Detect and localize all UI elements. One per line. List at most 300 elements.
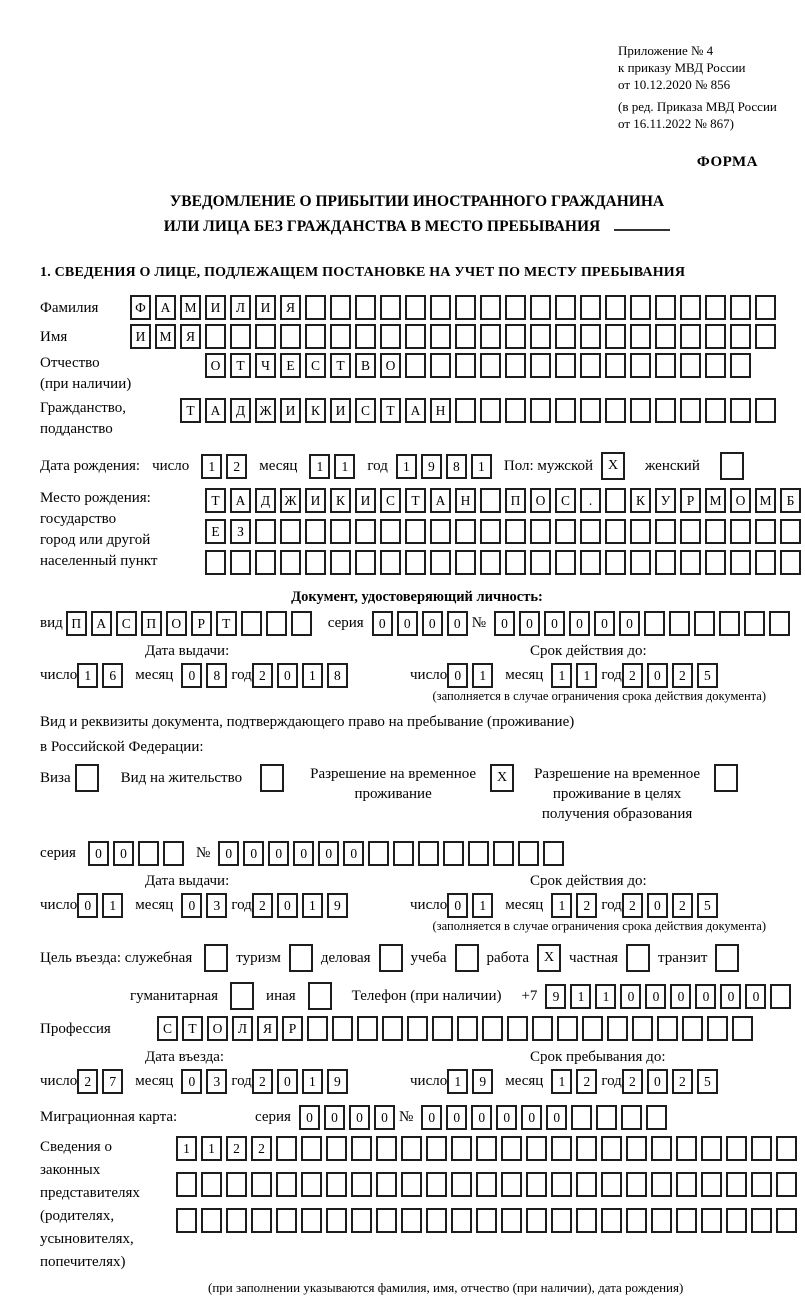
form-cell[interactable]: А xyxy=(91,611,112,636)
form-cell[interactable]: 1 xyxy=(334,454,355,479)
form-cell[interactable]: 0 xyxy=(647,1069,668,1094)
form-cell[interactable] xyxy=(443,841,464,866)
form-cell[interactable]: С xyxy=(555,488,576,513)
form-cell[interactable] xyxy=(276,1208,297,1233)
form-cell[interactable] xyxy=(646,1105,667,1130)
form-cell[interactable] xyxy=(505,398,526,423)
form-cell[interactable]: 1 xyxy=(77,663,98,688)
form-cell[interactable] xyxy=(380,550,401,575)
form-cell[interactable]: 2 xyxy=(226,1136,247,1161)
form-cell[interactable] xyxy=(744,611,765,636)
form-cell[interactable] xyxy=(551,1136,572,1161)
form-cell[interactable]: Т xyxy=(230,353,251,378)
form-cell[interactable] xyxy=(532,1016,553,1041)
form-cell[interactable]: 0 xyxy=(277,893,298,918)
form-cell[interactable] xyxy=(330,550,351,575)
form-cell[interactable]: К xyxy=(330,488,351,513)
form-cell[interactable] xyxy=(621,1105,642,1130)
form-cell[interactable]: И xyxy=(280,398,301,423)
form-cell[interactable] xyxy=(230,324,251,349)
form-cell[interactable] xyxy=(251,1172,272,1197)
official-checkbox[interactable] xyxy=(204,944,228,972)
form-cell[interactable] xyxy=(551,1208,572,1233)
form-cell[interactable]: И xyxy=(255,295,276,320)
form-cell[interactable] xyxy=(241,611,262,636)
form-cell[interactable]: О xyxy=(205,353,226,378)
form-cell[interactable] xyxy=(705,295,726,320)
form-cell[interactable] xyxy=(705,353,726,378)
form-cell[interactable] xyxy=(176,1208,197,1233)
form-cell[interactable] xyxy=(730,295,751,320)
form-cell[interactable] xyxy=(551,1172,572,1197)
form-cell[interactable] xyxy=(226,1208,247,1233)
form-cell[interactable] xyxy=(480,295,501,320)
form-cell[interactable] xyxy=(138,841,159,866)
form-cell[interactable] xyxy=(480,550,501,575)
form-cell[interactable] xyxy=(480,488,501,513)
form-cell[interactable]: 0 xyxy=(422,611,443,636)
form-cell[interactable] xyxy=(251,1208,272,1233)
form-cell[interactable] xyxy=(707,1016,728,1041)
form-cell[interactable]: 2 xyxy=(622,1069,643,1094)
form-cell[interactable] xyxy=(751,1172,772,1197)
form-cell[interactable] xyxy=(755,295,776,320)
form-cell[interactable] xyxy=(482,1016,503,1041)
form-cell[interactable]: 2 xyxy=(672,663,693,688)
form-cell[interactable] xyxy=(626,1136,647,1161)
form-cell[interactable]: 0 xyxy=(471,1105,492,1130)
form-cell[interactable] xyxy=(630,353,651,378)
form-cell[interactable] xyxy=(305,519,326,544)
form-cell[interactable] xyxy=(455,324,476,349)
form-cell[interactable]: 0 xyxy=(181,893,202,918)
form-cell[interactable] xyxy=(576,1172,597,1197)
form-cell[interactable]: 0 xyxy=(343,841,364,866)
female-checkbox[interactable] xyxy=(720,452,744,480)
form-cell[interactable]: Т xyxy=(205,488,226,513)
form-cell[interactable]: 0 xyxy=(181,663,202,688)
form-cell[interactable] xyxy=(301,1172,322,1197)
form-cell[interactable] xyxy=(451,1172,472,1197)
form-cell[interactable] xyxy=(780,550,801,575)
form-cell[interactable] xyxy=(380,324,401,349)
form-cell[interactable]: М xyxy=(180,295,201,320)
form-cell[interactable] xyxy=(530,550,551,575)
form-cell[interactable] xyxy=(326,1172,347,1197)
form-cell[interactable] xyxy=(505,324,526,349)
form-cell[interactable] xyxy=(276,1172,297,1197)
form-cell[interactable] xyxy=(280,519,301,544)
form-cell[interactable]: С xyxy=(380,488,401,513)
form-cell[interactable] xyxy=(726,1208,747,1233)
form-cell[interactable] xyxy=(755,519,776,544)
form-cell[interactable] xyxy=(751,1136,772,1161)
form-cell[interactable]: Р xyxy=(191,611,212,636)
form-cell[interactable]: 6 xyxy=(102,663,123,688)
form-cell[interactable]: 1 xyxy=(471,454,492,479)
form-cell[interactable]: 1 xyxy=(576,663,597,688)
form-cell[interactable]: Ж xyxy=(255,398,276,423)
form-cell[interactable] xyxy=(530,353,551,378)
form-cell[interactable] xyxy=(655,550,676,575)
form-cell[interactable]: Л xyxy=(230,295,251,320)
form-cell[interactable]: И xyxy=(205,295,226,320)
form-cell[interactable] xyxy=(480,353,501,378)
form-cell[interactable]: Ф xyxy=(130,295,151,320)
form-cell[interactable]: 0 xyxy=(324,1105,345,1130)
form-cell[interactable] xyxy=(201,1208,222,1233)
form-cell[interactable] xyxy=(630,550,651,575)
form-cell[interactable]: 0 xyxy=(670,984,691,1009)
form-cell[interactable]: 5 xyxy=(697,1069,718,1094)
form-cell[interactable] xyxy=(655,353,676,378)
form-cell[interactable] xyxy=(769,611,790,636)
form-cell[interactable]: 3 xyxy=(206,1069,227,1094)
form-cell[interactable] xyxy=(680,550,701,575)
form-cell[interactable]: У xyxy=(655,488,676,513)
form-cell[interactable] xyxy=(651,1208,672,1233)
form-cell[interactable]: 9 xyxy=(545,984,566,1009)
form-cell[interactable] xyxy=(305,550,326,575)
form-cell[interactable] xyxy=(230,550,251,575)
form-cell[interactable] xyxy=(430,324,451,349)
form-cell[interactable] xyxy=(255,324,276,349)
form-cell[interactable]: Я xyxy=(280,295,301,320)
form-cell[interactable]: Н xyxy=(455,488,476,513)
form-cell[interactable]: 0 xyxy=(447,893,468,918)
form-cell[interactable]: 2 xyxy=(252,663,273,688)
form-cell[interactable]: Т xyxy=(180,398,201,423)
form-cell[interactable] xyxy=(601,1136,622,1161)
form-cell[interactable]: О xyxy=(530,488,551,513)
form-cell[interactable] xyxy=(582,1016,603,1041)
form-cell[interactable]: Н xyxy=(430,398,451,423)
form-cell[interactable] xyxy=(770,984,791,1009)
form-cell[interactable] xyxy=(205,550,226,575)
form-cell[interactable]: Я xyxy=(257,1016,278,1041)
form-cell[interactable] xyxy=(455,398,476,423)
form-cell[interactable] xyxy=(555,295,576,320)
form-cell[interactable] xyxy=(501,1136,522,1161)
form-cell[interactable] xyxy=(330,295,351,320)
form-cell[interactable] xyxy=(505,519,526,544)
form-cell[interactable]: 2 xyxy=(576,893,597,918)
form-cell[interactable] xyxy=(418,841,439,866)
form-cell[interactable] xyxy=(351,1208,372,1233)
form-cell[interactable]: О xyxy=(166,611,187,636)
form-cell[interactable] xyxy=(601,1208,622,1233)
form-cell[interactable] xyxy=(626,1172,647,1197)
form-cell[interactable] xyxy=(526,1208,547,1233)
form-cell[interactable]: 0 xyxy=(113,841,134,866)
form-cell[interactable]: 2 xyxy=(252,893,273,918)
form-cell[interactable]: 1 xyxy=(302,663,323,688)
work-checkbox[interactable]: X xyxy=(537,944,561,972)
form-cell[interactable] xyxy=(376,1172,397,1197)
form-cell[interactable]: 0 xyxy=(519,611,540,636)
form-cell[interactable] xyxy=(476,1172,497,1197)
form-cell[interactable] xyxy=(755,324,776,349)
form-cell[interactable] xyxy=(401,1208,422,1233)
form-cell[interactable] xyxy=(730,398,751,423)
form-cell[interactable] xyxy=(307,1016,328,1041)
form-cell[interactable] xyxy=(432,1016,453,1041)
form-cell[interactable]: 0 xyxy=(268,841,289,866)
form-cell[interactable] xyxy=(430,519,451,544)
form-cell[interactable] xyxy=(380,295,401,320)
form-cell[interactable] xyxy=(705,398,726,423)
form-cell[interactable] xyxy=(530,295,551,320)
form-cell[interactable]: 1 xyxy=(201,1136,222,1161)
form-cell[interactable]: О xyxy=(380,353,401,378)
form-cell[interactable] xyxy=(355,295,376,320)
form-cell[interactable]: Д xyxy=(255,488,276,513)
form-cell[interactable]: К xyxy=(630,488,651,513)
form-cell[interactable] xyxy=(680,398,701,423)
form-cell[interactable]: Д xyxy=(230,398,251,423)
form-cell[interactable] xyxy=(493,841,514,866)
form-cell[interactable]: И xyxy=(305,488,326,513)
private-checkbox[interactable] xyxy=(626,944,650,972)
form-cell[interactable] xyxy=(405,353,426,378)
form-cell[interactable]: О xyxy=(207,1016,228,1041)
form-cell[interactable] xyxy=(505,550,526,575)
form-cell[interactable] xyxy=(580,353,601,378)
form-cell[interactable] xyxy=(730,353,751,378)
form-cell[interactable]: 8 xyxy=(446,454,467,479)
form-cell[interactable] xyxy=(430,550,451,575)
form-cell[interactable] xyxy=(776,1208,797,1233)
other-checkbox[interactable] xyxy=(308,982,332,1010)
form-cell[interactable]: 0 xyxy=(569,611,590,636)
visa-checkbox[interactable] xyxy=(75,764,99,792)
form-cell[interactable]: Т xyxy=(182,1016,203,1041)
form-cell[interactable]: 3 xyxy=(206,893,227,918)
form-cell[interactable] xyxy=(455,353,476,378)
form-cell[interactable] xyxy=(357,1016,378,1041)
form-cell[interactable]: 7 xyxy=(102,1069,123,1094)
form-cell[interactable]: 1 xyxy=(472,893,493,918)
form-cell[interactable] xyxy=(732,1016,753,1041)
form-cell[interactable]: Ж xyxy=(280,488,301,513)
form-cell[interactable] xyxy=(580,295,601,320)
form-cell[interactable] xyxy=(355,519,376,544)
form-cell[interactable] xyxy=(376,1136,397,1161)
form-cell[interactable] xyxy=(680,324,701,349)
form-cell[interactable]: А xyxy=(405,398,426,423)
form-cell[interactable] xyxy=(626,1208,647,1233)
form-cell[interactable] xyxy=(305,324,326,349)
form-cell[interactable] xyxy=(382,1016,403,1041)
form-cell[interactable] xyxy=(580,550,601,575)
form-cell[interactable]: А xyxy=(155,295,176,320)
form-cell[interactable] xyxy=(580,324,601,349)
form-cell[interactable] xyxy=(730,519,751,544)
form-cell[interactable] xyxy=(630,324,651,349)
form-cell[interactable] xyxy=(657,1016,678,1041)
form-cell[interactable]: 2 xyxy=(251,1136,272,1161)
humanitarian-checkbox[interactable] xyxy=(230,982,254,1010)
form-cell[interactable]: Ч xyxy=(255,353,276,378)
form-cell[interactable]: 2 xyxy=(77,1069,98,1094)
form-cell[interactable]: П xyxy=(66,611,87,636)
form-cell[interactable]: 0 xyxy=(181,1069,202,1094)
form-cell[interactable] xyxy=(730,550,751,575)
form-cell[interactable]: 9 xyxy=(327,1069,348,1094)
form-cell[interactable] xyxy=(326,1136,347,1161)
form-cell[interactable]: 0 xyxy=(277,663,298,688)
form-cell[interactable]: 8 xyxy=(327,663,348,688)
form-cell[interactable]: 0 xyxy=(447,611,468,636)
form-cell[interactable]: Т xyxy=(405,488,426,513)
form-cell[interactable] xyxy=(451,1136,472,1161)
form-cell[interactable] xyxy=(655,324,676,349)
form-cell[interactable] xyxy=(505,353,526,378)
form-cell[interactable] xyxy=(651,1172,672,1197)
form-cell[interactable] xyxy=(726,1136,747,1161)
form-cell[interactable] xyxy=(355,550,376,575)
form-cell[interactable]: 2 xyxy=(672,1069,693,1094)
form-cell[interactable]: 0 xyxy=(620,984,641,1009)
form-cell[interactable] xyxy=(405,519,426,544)
form-cell[interactable]: М xyxy=(755,488,776,513)
form-cell[interactable]: Е xyxy=(280,353,301,378)
form-cell[interactable]: 0 xyxy=(318,841,339,866)
form-cell[interactable]: 1 xyxy=(595,984,616,1009)
form-cell[interactable] xyxy=(719,611,740,636)
form-cell[interactable] xyxy=(368,841,389,866)
form-cell[interactable] xyxy=(226,1172,247,1197)
form-cell[interactable]: 0 xyxy=(293,841,314,866)
form-cell[interactable]: 2 xyxy=(252,1069,273,1094)
form-cell[interactable]: 0 xyxy=(544,611,565,636)
form-cell[interactable] xyxy=(176,1172,197,1197)
form-cell[interactable] xyxy=(701,1136,722,1161)
form-cell[interactable] xyxy=(555,550,576,575)
form-cell[interactable] xyxy=(405,324,426,349)
temp-residence-checkbox[interactable]: X xyxy=(490,764,514,792)
form-cell[interactable] xyxy=(355,324,376,349)
form-cell[interactable]: 1 xyxy=(551,1069,572,1094)
form-cell[interactable]: Е xyxy=(205,519,226,544)
form-cell[interactable] xyxy=(455,550,476,575)
form-cell[interactable] xyxy=(555,324,576,349)
form-cell[interactable] xyxy=(694,611,715,636)
form-cell[interactable] xyxy=(571,1105,592,1130)
form-cell[interactable] xyxy=(451,1208,472,1233)
form-cell[interactable]: 0 xyxy=(594,611,615,636)
form-cell[interactable] xyxy=(605,353,626,378)
form-cell[interactable] xyxy=(201,1172,222,1197)
form-cell[interactable] xyxy=(291,611,312,636)
form-cell[interactable]: 0 xyxy=(496,1105,517,1130)
form-cell[interactable]: 1 xyxy=(396,454,417,479)
form-cell[interactable]: Т xyxy=(216,611,237,636)
form-cell[interactable] xyxy=(705,550,726,575)
form-cell[interactable] xyxy=(676,1208,697,1233)
form-cell[interactable]: 1 xyxy=(176,1136,197,1161)
form-cell[interactable]: 1 xyxy=(201,454,222,479)
form-cell[interactable] xyxy=(505,295,526,320)
form-cell[interactable]: О xyxy=(730,488,751,513)
form-cell[interactable]: 0 xyxy=(88,841,109,866)
form-cell[interactable]: П xyxy=(141,611,162,636)
form-cell[interactable]: 5 xyxy=(697,893,718,918)
form-cell[interactable]: 1 xyxy=(302,893,323,918)
form-cell[interactable] xyxy=(351,1172,372,1197)
form-cell[interactable]: 0 xyxy=(645,984,666,1009)
form-cell[interactable] xyxy=(605,398,626,423)
form-cell[interactable]: 0 xyxy=(720,984,741,1009)
form-cell[interactable]: 1 xyxy=(551,663,572,688)
form-cell[interactable] xyxy=(605,550,626,575)
form-cell[interactable] xyxy=(326,1208,347,1233)
form-cell[interactable] xyxy=(576,1136,597,1161)
form-cell[interactable] xyxy=(605,519,626,544)
form-cell[interactable]: 2 xyxy=(226,454,247,479)
form-cell[interactable]: А xyxy=(430,488,451,513)
form-cell[interactable]: 1 xyxy=(570,984,591,1009)
form-cell[interactable] xyxy=(301,1208,322,1233)
form-cell[interactable] xyxy=(205,324,226,349)
form-cell[interactable] xyxy=(405,295,426,320)
form-cell[interactable] xyxy=(701,1172,722,1197)
form-cell[interactable]: 2 xyxy=(622,893,643,918)
form-cell[interactable]: А xyxy=(205,398,226,423)
form-cell[interactable] xyxy=(280,324,301,349)
form-cell[interactable] xyxy=(680,519,701,544)
form-cell[interactable]: Я xyxy=(180,324,201,349)
form-cell[interactable] xyxy=(476,1136,497,1161)
form-cell[interactable] xyxy=(530,324,551,349)
form-cell[interactable] xyxy=(676,1136,697,1161)
form-cell[interactable] xyxy=(401,1172,422,1197)
form-cell[interactable] xyxy=(530,398,551,423)
form-cell[interactable] xyxy=(305,295,326,320)
form-cell[interactable] xyxy=(655,398,676,423)
form-cell[interactable] xyxy=(543,841,564,866)
form-cell[interactable] xyxy=(430,295,451,320)
form-cell[interactable]: 0 xyxy=(546,1105,567,1130)
form-cell[interactable] xyxy=(526,1172,547,1197)
form-cell[interactable] xyxy=(755,550,776,575)
form-cell[interactable] xyxy=(455,519,476,544)
tourism-checkbox[interactable] xyxy=(289,944,313,972)
form-cell[interactable]: 0 xyxy=(77,893,98,918)
form-cell[interactable]: 1 xyxy=(551,893,572,918)
form-cell[interactable]: И xyxy=(330,398,351,423)
form-cell[interactable]: 0 xyxy=(397,611,418,636)
form-cell[interactable]: Т xyxy=(330,353,351,378)
form-cell[interactable] xyxy=(701,1208,722,1233)
transit-checkbox[interactable] xyxy=(715,944,739,972)
form-cell[interactable] xyxy=(468,841,489,866)
form-cell[interactable] xyxy=(776,1136,797,1161)
form-cell[interactable]: З xyxy=(230,519,251,544)
form-cell[interactable] xyxy=(407,1016,428,1041)
form-cell[interactable]: И xyxy=(130,324,151,349)
form-cell[interactable]: . xyxy=(580,488,601,513)
form-cell[interactable] xyxy=(530,519,551,544)
form-cell[interactable]: 5 xyxy=(697,663,718,688)
form-cell[interactable] xyxy=(426,1136,447,1161)
temp-residence-edu-checkbox[interactable] xyxy=(714,764,738,792)
form-cell[interactable]: 2 xyxy=(622,663,643,688)
form-cell[interactable]: С xyxy=(116,611,137,636)
form-cell[interactable] xyxy=(680,295,701,320)
form-cell[interactable] xyxy=(601,1172,622,1197)
form-cell[interactable] xyxy=(280,550,301,575)
